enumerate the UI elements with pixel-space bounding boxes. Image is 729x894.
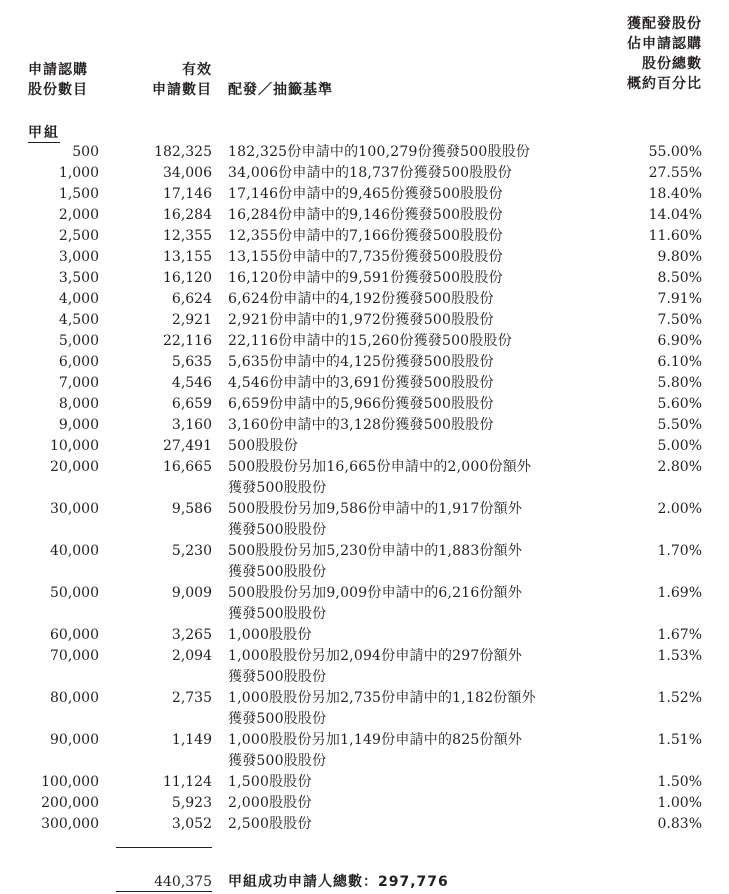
table-row [0, 373, 729, 394]
basis-line: 22,116份申請中的15,260份獲發500股股份 [228, 333, 512, 349]
cell-shares-applied: 70,000 [50, 648, 99, 664]
cell-shares-applied: 1,500 [58, 186, 99, 202]
table-row [0, 457, 729, 499]
cell-percentage: 1.53% [657, 648, 702, 664]
table-row [0, 583, 729, 625]
cell-percentage: 6.90% [657, 333, 702, 349]
cell-valid-applications: 3,160 [171, 417, 212, 433]
cell-percentage: 5.00% [657, 438, 702, 454]
cell-allocation-basis [228, 352, 588, 373]
cell-valid-applications: 9,009 [171, 585, 212, 601]
table-row [0, 415, 729, 436]
basis-line: 16,284份申請中的9,146份獲發500股股份 [228, 207, 503, 223]
cell-shares-applied: 8,000 [58, 396, 99, 412]
cell-percentage: 1.00% [657, 795, 702, 811]
basis-line: 13,155份申請中的7,735份獲發500股股份 [228, 249, 503, 265]
header-valid-applications [140, 60, 212, 100]
cell-allocation-basis [228, 142, 588, 163]
cell-shares-applied: 60,000 [50, 627, 99, 643]
table-row [0, 814, 729, 835]
cell-shares-applied: 200,000 [41, 795, 99, 811]
basis-line: 4,546份申請中的3,691份獲發500股股份 [228, 375, 494, 391]
basis-line: 3,160份申請中的3,128份獲發500股股份 [228, 417, 494, 433]
cell-shares-applied: 80,000 [50, 690, 99, 706]
cell-percentage: 1.67% [657, 627, 702, 643]
table-row [0, 268, 729, 289]
basis-line: 6,624份申請中的4,192份獲發500股股份 [228, 291, 494, 307]
basis-line: 12,355份申請中的7,166份獲發500股股份 [228, 228, 503, 244]
cell-valid-applications: 16,665 [163, 459, 212, 475]
table-row [0, 436, 729, 457]
cell-allocation-basis [228, 436, 588, 457]
cell-percentage: 5.60% [657, 396, 702, 412]
basis-line: 182,325份申請中的100,279份獲發500股股份 [228, 144, 531, 160]
cell-shares-applied: 50,000 [50, 585, 99, 601]
cell-shares-applied: 90,000 [50, 732, 99, 748]
allocation-table [0, 142, 729, 835]
cell-valid-applications: 2,094 [171, 648, 212, 664]
cell-valid-applications: 1,149 [171, 732, 212, 748]
table-row [0, 541, 729, 583]
cell-shares-applied: 10,000 [50, 438, 99, 454]
cell-percentage: 1.52% [657, 690, 702, 706]
cell-percentage: 55.00% [648, 144, 702, 160]
cell-valid-applications: 2,921 [171, 312, 212, 328]
cell-allocation-basis [228, 583, 588, 625]
basis-line: 1,000股股份另加1,149份申請中的825份額外 [228, 732, 523, 748]
cell-valid-applications: 13,155 [163, 249, 212, 265]
cell-valid-applications: 5,635 [171, 354, 212, 370]
cell-shares-applied: 3,500 [58, 270, 99, 286]
cell-allocation-basis [228, 814, 588, 835]
cell-shares-applied: 500 [72, 144, 99, 160]
basis-line: 獲發500股股份 [228, 711, 327, 727]
cell-percentage: 1.69% [657, 585, 702, 601]
cell-shares-applied: 1,000 [58, 165, 99, 181]
table-row [0, 499, 729, 541]
header-allocation-basis: 配發／抽籤基準 [228, 82, 333, 98]
table-row [0, 163, 729, 184]
header-line: 佔申請認購 [627, 36, 702, 52]
cell-shares-applied: 30,000 [50, 501, 99, 517]
group-label: 甲組 [28, 125, 60, 141]
cell-percentage: 1.51% [657, 732, 702, 748]
cell-allocation-basis [228, 625, 588, 646]
cell-percentage: 5.50% [657, 417, 702, 433]
cell-allocation-basis [228, 184, 588, 205]
table-row [0, 289, 729, 310]
cell-valid-applications: 17,146 [163, 186, 212, 202]
basis-line: 2,500股股份 [228, 816, 312, 832]
cell-valid-applications: 27,491 [163, 438, 212, 454]
cell-allocation-basis [228, 772, 588, 793]
table-row [0, 310, 729, 331]
table-row [0, 688, 729, 730]
header-line: 有效 [182, 62, 212, 78]
basis-line: 獲發500股股份 [228, 669, 327, 685]
cell-valid-applications: 3,052 [171, 816, 212, 832]
cell-valid-applications: 2,735 [171, 690, 212, 706]
basis-line: 2,921份申請中的1,972份獲發500股股份 [228, 312, 494, 328]
total-successful-applicants: 甲組成功申請人總數：297,776 [228, 874, 449, 890]
table-row [0, 646, 729, 688]
header-line: 概約百分比 [627, 76, 702, 92]
cell-valid-applications: 4,546 [171, 375, 212, 391]
total-underline [116, 891, 212, 892]
basis-line: 6,659份申請中的5,966份獲發500股股份 [228, 396, 494, 412]
basis-line: 500股股份另加16,665份申請中的2,000份額外 [228, 459, 532, 475]
cell-percentage: 8.50% [657, 270, 702, 286]
cell-allocation-basis [228, 247, 588, 268]
basis-line: 500股股份 [228, 438, 298, 454]
table-row [0, 205, 729, 226]
table-row [0, 625, 729, 646]
cell-shares-applied: 40,000 [50, 543, 99, 559]
cell-valid-applications: 22,116 [163, 333, 212, 349]
cell-valid-applications: 11,124 [163, 774, 212, 790]
table-row [0, 247, 729, 268]
table-row [0, 142, 729, 163]
table-row [0, 352, 729, 373]
cell-percentage: 1.50% [657, 774, 702, 790]
cell-percentage: 6.10% [657, 354, 702, 370]
header-line: 股份總數 [642, 56, 702, 72]
table-row [0, 394, 729, 415]
header-line: 股份數目 [28, 82, 88, 98]
cell-valid-applications: 16,120 [163, 270, 212, 286]
cell-valid-applications: 34,006 [163, 165, 212, 181]
cell-percentage: 0.83% [657, 816, 702, 832]
cell-valid-applications: 5,923 [171, 795, 212, 811]
cell-allocation-basis [228, 415, 588, 436]
cell-shares-applied: 5,000 [58, 333, 99, 349]
table-row [0, 793, 729, 814]
basis-line: 1,000股股份另加2,735份申請中的1,182份額外 [228, 690, 536, 706]
cell-shares-applied: 300,000 [41, 816, 99, 832]
cell-percentage: 14.04% [648, 207, 702, 223]
header-line: 獲配發股份 [627, 16, 702, 32]
cell-shares-applied: 20,000 [50, 459, 99, 475]
cell-allocation-basis [228, 163, 588, 184]
cell-percentage: 7.50% [657, 312, 702, 328]
basis-line: 獲發500股股份 [228, 606, 327, 622]
cell-percentage: 9.80% [657, 249, 702, 265]
cell-percentage: 2.80% [657, 459, 702, 475]
table-row [0, 730, 729, 772]
cell-shares-applied: 6,000 [58, 354, 99, 370]
cell-valid-applications: 182,325 [154, 144, 212, 160]
table-row [0, 184, 729, 205]
cell-percentage: 1.70% [657, 543, 702, 559]
cell-allocation-basis [228, 310, 588, 331]
cell-allocation-basis [228, 541, 588, 583]
basis-line: 500股股份另加5,230份申請中的1,883份額外 [228, 543, 523, 559]
cell-allocation-basis [228, 289, 588, 310]
basis-line: 500股股份另加9,009份申請中的6,216份額外 [228, 585, 523, 601]
header-approx-percentage [540, 14, 702, 94]
cell-allocation-basis [228, 331, 588, 352]
cell-allocation-basis [228, 394, 588, 415]
cell-allocation-basis [228, 457, 588, 499]
cell-shares-applied: 2,500 [58, 228, 99, 244]
basis-line: 1,000股股份另加2,094份申請中的297份額外 [228, 648, 523, 664]
basis-line: 16,120份申請中的9,591份獲發500股股份 [228, 270, 503, 286]
cell-percentage: 18.40% [648, 186, 702, 202]
cell-allocation-basis [228, 268, 588, 289]
basis-line: 獲發500股股份 [228, 753, 327, 769]
cell-allocation-basis [228, 730, 588, 772]
cell-valid-applications: 6,659 [171, 396, 212, 412]
table-row [0, 226, 729, 247]
basis-line: 獲發500股股份 [228, 480, 327, 496]
table-row [0, 331, 729, 352]
header-line: 申請認購 [28, 62, 88, 78]
cell-shares-applied: 2,000 [58, 207, 99, 223]
cell-valid-applications: 12,355 [163, 228, 212, 244]
cell-allocation-basis [228, 646, 588, 688]
cell-percentage: 5.80% [657, 375, 702, 391]
cell-allocation-basis [228, 688, 588, 730]
cell-valid-applications: 3,265 [171, 627, 212, 643]
cell-allocation-basis [228, 499, 588, 541]
basis-line: 獲發500股股份 [228, 522, 327, 538]
cell-shares-applied: 9,000 [58, 417, 99, 433]
table-row [0, 772, 729, 793]
cell-allocation-basis [228, 373, 588, 394]
cell-shares-applied: 7,000 [58, 375, 99, 391]
basis-line: 34,006份申請中的18,737份獲發500股股份 [228, 165, 512, 181]
basis-line: 獲發500股股份 [228, 564, 327, 580]
basis-line: 2,000股股份 [228, 795, 312, 811]
cell-percentage: 11.60% [648, 228, 702, 244]
cell-shares-applied: 3,000 [58, 249, 99, 265]
cell-percentage: 2.00% [657, 501, 702, 517]
cell-valid-applications: 9,586 [171, 501, 212, 517]
cell-percentage: 27.55% [648, 165, 702, 181]
cell-shares-applied: 4,500 [58, 312, 99, 328]
cell-valid-applications: 6,624 [171, 291, 212, 307]
total-valid-applications: 440,375 [154, 874, 212, 890]
cell-allocation-basis [228, 226, 588, 247]
cell-valid-applications: 16,284 [163, 207, 212, 223]
basis-line: 500股股份另加9,586份申請中的1,917份額外 [228, 501, 523, 517]
cell-valid-applications: 5,230 [171, 543, 212, 559]
cell-shares-applied: 100,000 [41, 774, 99, 790]
basis-line: 5,635份申請中的4,125份獲發500股股份 [228, 354, 494, 370]
header-subscribed-shares [28, 60, 138, 100]
basis-line: 1,000股股份 [228, 627, 312, 643]
basis-line: 17,146份申請中的9,465份獲發500股股份 [228, 186, 503, 202]
cell-percentage: 7.91% [657, 291, 702, 307]
header-line: 申請數目 [152, 82, 212, 98]
basis-line: 1,500股股份 [228, 774, 312, 790]
cell-allocation-basis [228, 205, 588, 226]
total-divider [116, 847, 212, 848]
cell-shares-applied: 4,000 [58, 291, 99, 307]
cell-allocation-basis [228, 793, 588, 814]
